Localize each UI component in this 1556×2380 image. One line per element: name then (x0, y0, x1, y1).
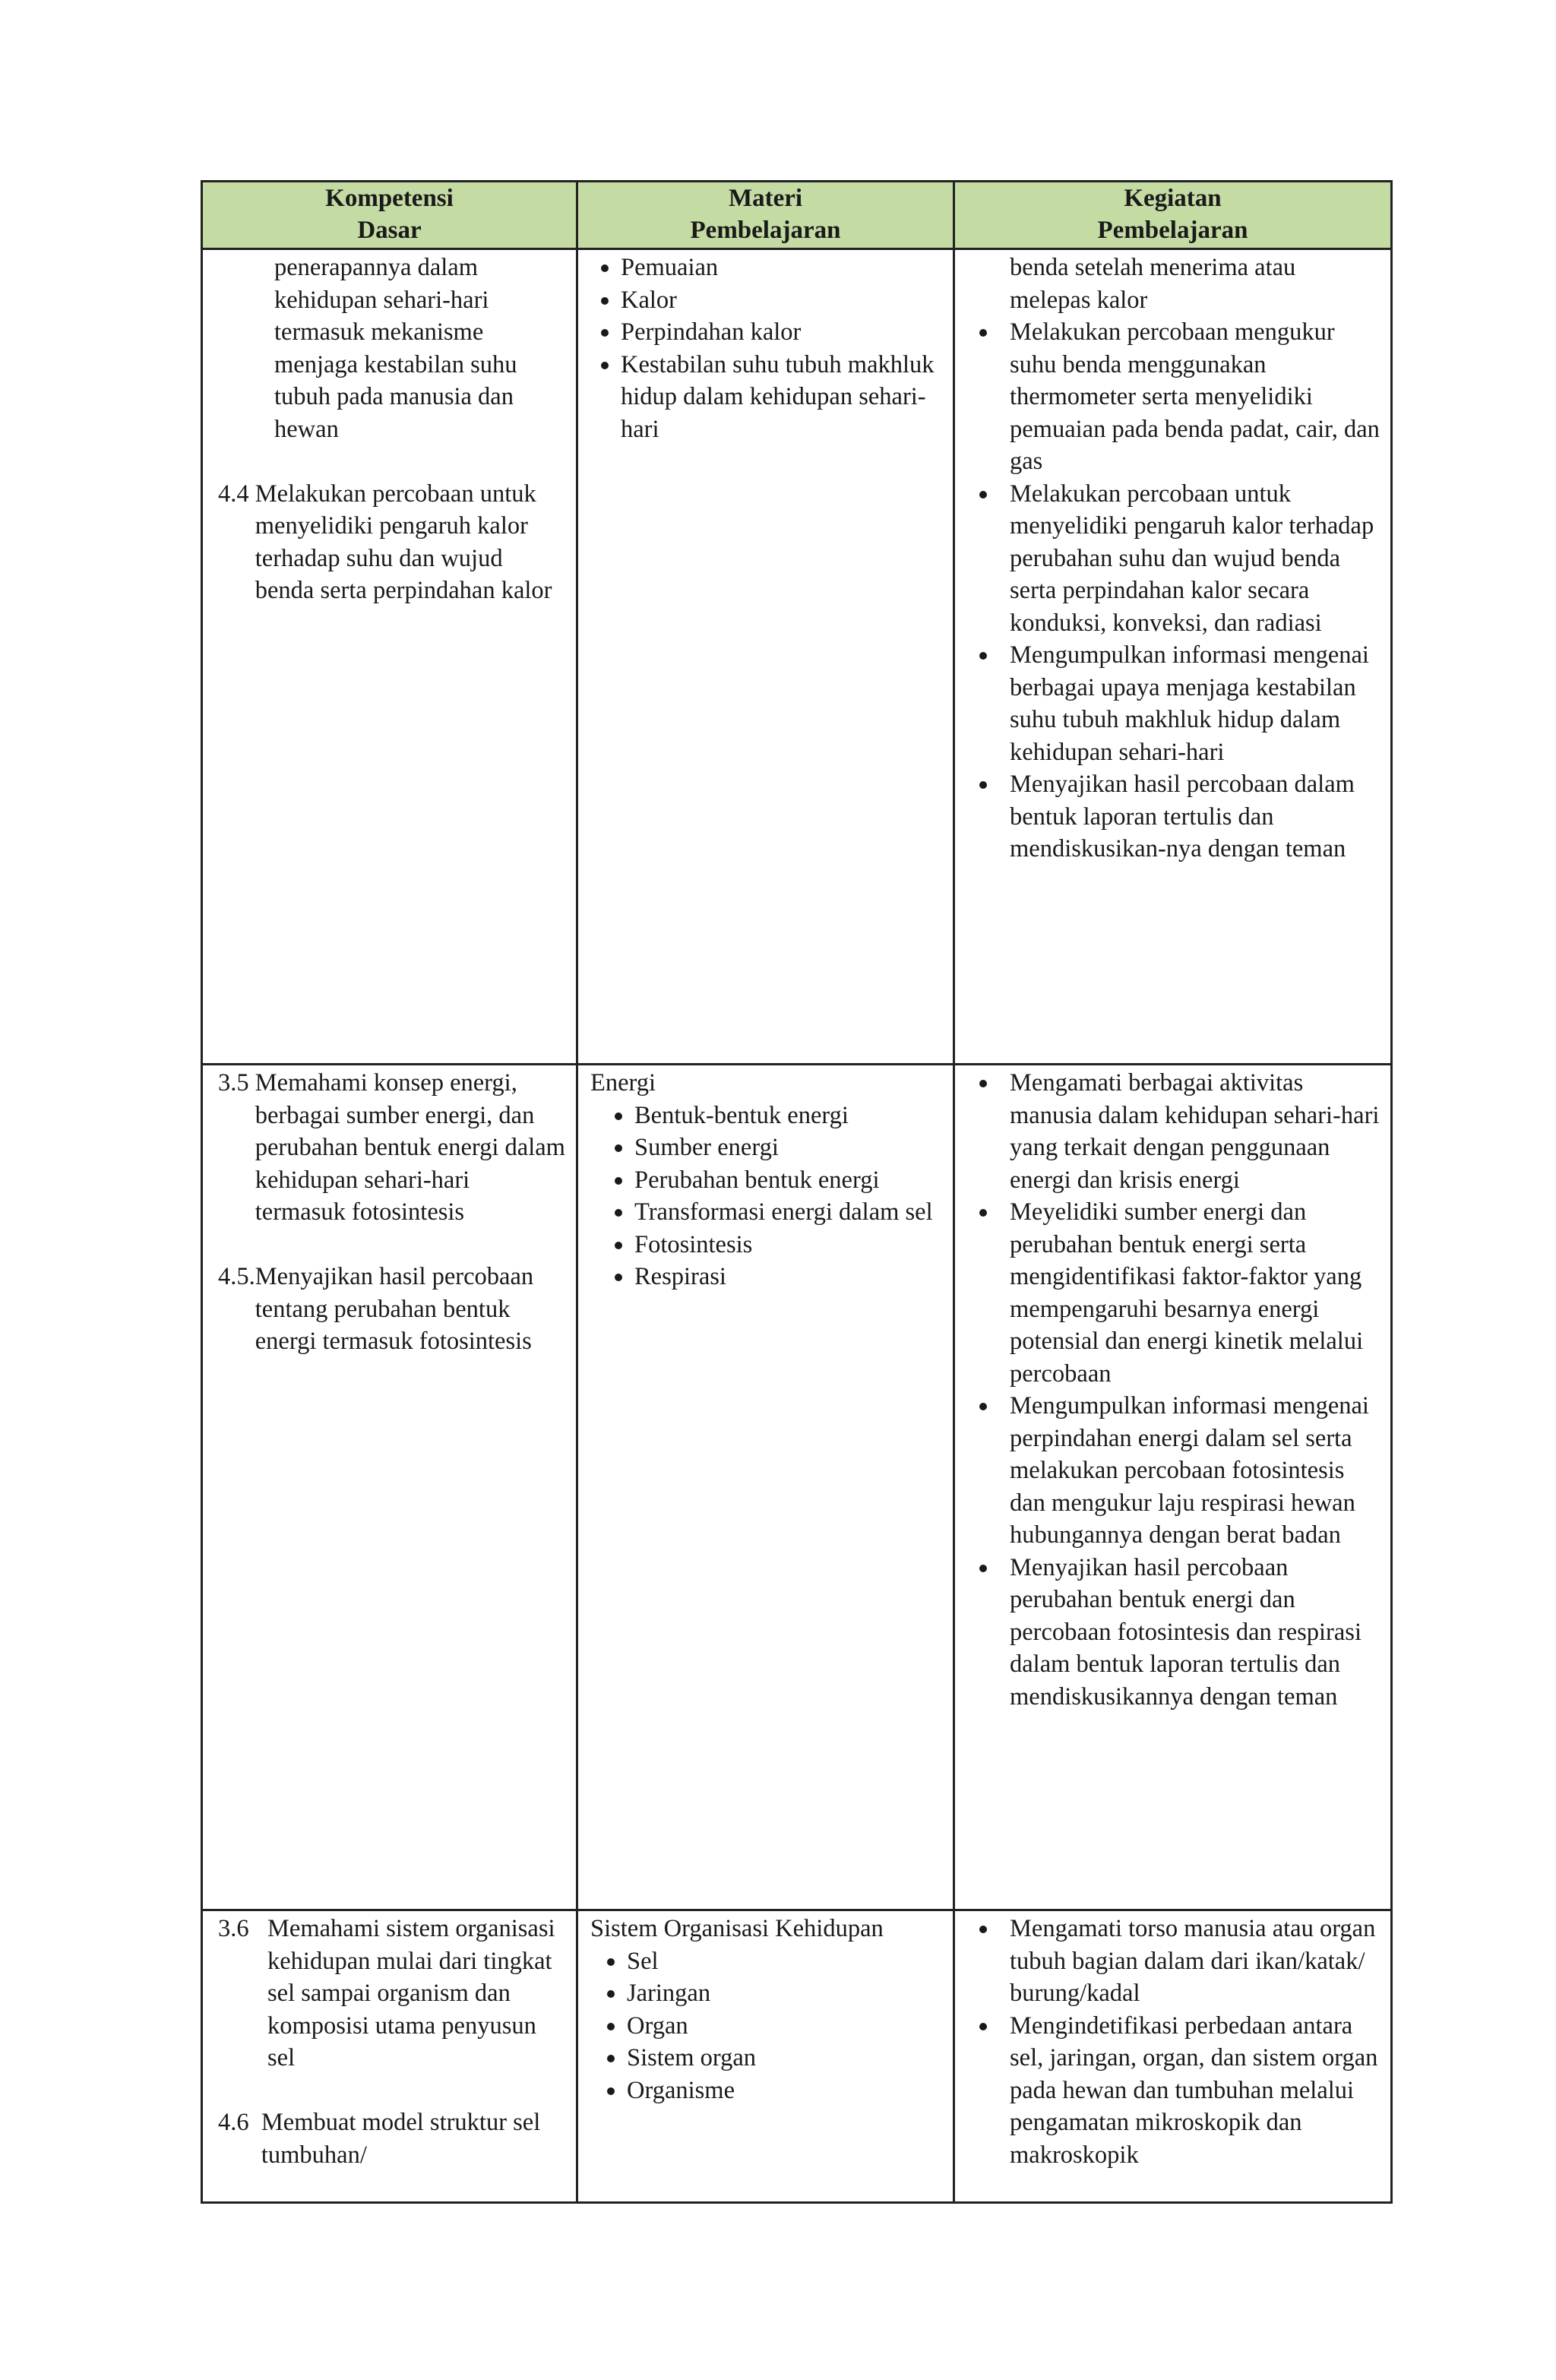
kd-number: 4.6 (218, 2109, 261, 2136)
kd-text: Melakukan percobaan untuk menyelidiki pengaruh kalor terhadap suhu dan wujud benda serta perpindahan kalor (255, 479, 552, 604)
list-item: Transformasi energi dalam sel (604, 1196, 942, 1229)
kegiatan-list (967, 1913, 1380, 2171)
header-text: Kegiatan (1124, 185, 1222, 212)
header-text: Dasar (357, 217, 422, 244)
kegiatan-cell (954, 249, 1392, 1065)
kd-item (218, 2106, 565, 2171)
list-item: Kestabilan suhu tubuh makhluk hidup dalam kehidupan sehari-hari (590, 349, 942, 446)
kegiatan-cell (954, 1065, 1392, 1910)
materi-cell (577, 1910, 954, 2203)
materi-title: Energi (590, 1069, 656, 1097)
materi-title: Sistem Organisasi Kehidupan (590, 1915, 884, 1942)
list-item: Melakukan percobaan untuk menyelidiki pengaruh kalor terhadap perubahan suhu dan wujud benda serta perpindahan kalor secara konduksi, konveksi, dan radiasi (967, 478, 1380, 640)
header-text: Materi (728, 185, 803, 212)
kd-text: Memahami sistem organisasi kehidupan mulai dari tingkat sel sampai organism dan komposisi utama penyusun sel (267, 1915, 555, 2071)
kd-number: 3.5 (218, 1069, 255, 1097)
list-item: Organ (596, 2010, 942, 2043)
kd-item (218, 478, 565, 607)
materi-cell (577, 249, 954, 1065)
header-kompetensi-dasar (202, 182, 577, 249)
list-item: Pemuaian (590, 252, 942, 284)
materi-list (590, 1100, 942, 1293)
materi-cell (577, 1065, 954, 1910)
list-item: Mengumpulkan informasi mengenai berbagai upaya menjaga kestabilan suhu tubuh makhluk hidup dalam kehidupan sehari-hari (967, 639, 1380, 768)
materi-list (590, 252, 942, 445)
list-item: Respirasi (604, 1261, 942, 1293)
materi-list (590, 1945, 942, 2107)
kegiatan-list (967, 316, 1380, 866)
kd-number: 4.4 (218, 479, 255, 508)
list-item: Jaringan (596, 1977, 942, 2010)
list-item: Mengamati torso manusia atau organ tubuh bagian dalam dari ikan/katak/ burung/kadal (967, 1913, 1380, 2010)
kegiatan-continuation: benda setelah menerima atau melepas kalor (1010, 254, 1296, 314)
kegiatan-cell (954, 1910, 1392, 2203)
table-row (202, 249, 1392, 1065)
header-kegiatan-pembelajaran (954, 182, 1392, 249)
list-item: Bentuk-bentuk energi (604, 1100, 942, 1132)
kd-text: Menyajikan hasil percobaan tentang perubahan bentuk energi termasuk fotosintesis (255, 1263, 534, 1355)
syllabus-table (201, 180, 1393, 2204)
table-header (202, 182, 1392, 249)
list-item: Melakukan percobaan mengukur suhu benda menggunakan thermometer serta menyelidiki pemuaian pada benda padat, cair, dan gas (967, 316, 1380, 478)
header-text: Pembelajaran (690, 217, 841, 244)
table-row (202, 1910, 1392, 2203)
list-item: Organisme (596, 2075, 942, 2107)
header-text: Kompetensi (325, 185, 454, 212)
list-item: Mengumpulkan informasi mengenai perpindahan energi dalam sel serta melakukan percobaan fotosintesis dan mengukur laju respirasi hewan hubungannya dengan berat badan (967, 1390, 1380, 1552)
kd-item (218, 1261, 565, 1358)
list-item: Sumber energi (604, 1131, 942, 1164)
list-item: Menyajikan hasil percobaan perubahan bentuk energi dan percobaan fotosintesis dan respirasi dalam bentuk laporan tertulis dan mendiskusikannya dengan teman (967, 1552, 1380, 1714)
kd-number: 3.6 (218, 1915, 267, 1942)
kompetensi-cell (202, 1065, 577, 1910)
list-item: Perpindahan kalor (590, 316, 942, 349)
kd-text: Membuat model struktur sel tumbuhan/ (261, 2109, 541, 2169)
header-text: Pembelajaran (1097, 217, 1248, 244)
list-item: Menyajikan hasil percobaan dalam bentuk laporan tertulis dan mendiskusikan-nya dengan teman (967, 768, 1380, 866)
list-item: Sel (596, 1945, 942, 1978)
list-item: Mengindetifikasi perbedaan antara sel, jaringan, organ, dan sistem organ pada hewan dan tumbuhan melalui pengamatan mikroskopik dan makroskopik (967, 2010, 1380, 2172)
list-item: Fotosintesis (604, 1229, 942, 1261)
list-item: Perubahan bentuk energi (604, 1164, 942, 1197)
kompetensi-cell (202, 1910, 577, 2203)
kd-item (218, 1913, 565, 2075)
kd-text: Memahami konsep energi, berbagai sumber energi, dan perubahan bentuk energi dalam kehidupan sehari-hari termasuk fotosintesis (255, 1069, 565, 1226)
list-item: Sistem organ (596, 2042, 942, 2075)
kd-number: 4.5. (218, 1263, 255, 1290)
list-item: Kalor (590, 284, 942, 317)
header-materi-pembelajaran (577, 182, 954, 249)
kegiatan-list (967, 1067, 1380, 1713)
kd-continuation: penerapannya dalam kehidupan sehari-hari termasuk mekanisme menjaga kestabilan suhu tubuh pada manusia dan hewan (274, 254, 517, 443)
kompetensi-cell (202, 249, 577, 1065)
table-row (202, 1065, 1392, 1910)
list-item: Mengamati berbagai aktivitas manusia dalam kehidupan sehari-hari yang terkait dengan penggunaan energi dan krisis energi (967, 1067, 1380, 1196)
list-item: Meyelidiki sumber energi dan perubahan bentuk energi serta mengidentifikasi faktor-faktor yang mempengaruhi besarnya energi potensial dan energi kinetik melalui percobaan (967, 1196, 1380, 1390)
kd-item (218, 1067, 565, 1229)
